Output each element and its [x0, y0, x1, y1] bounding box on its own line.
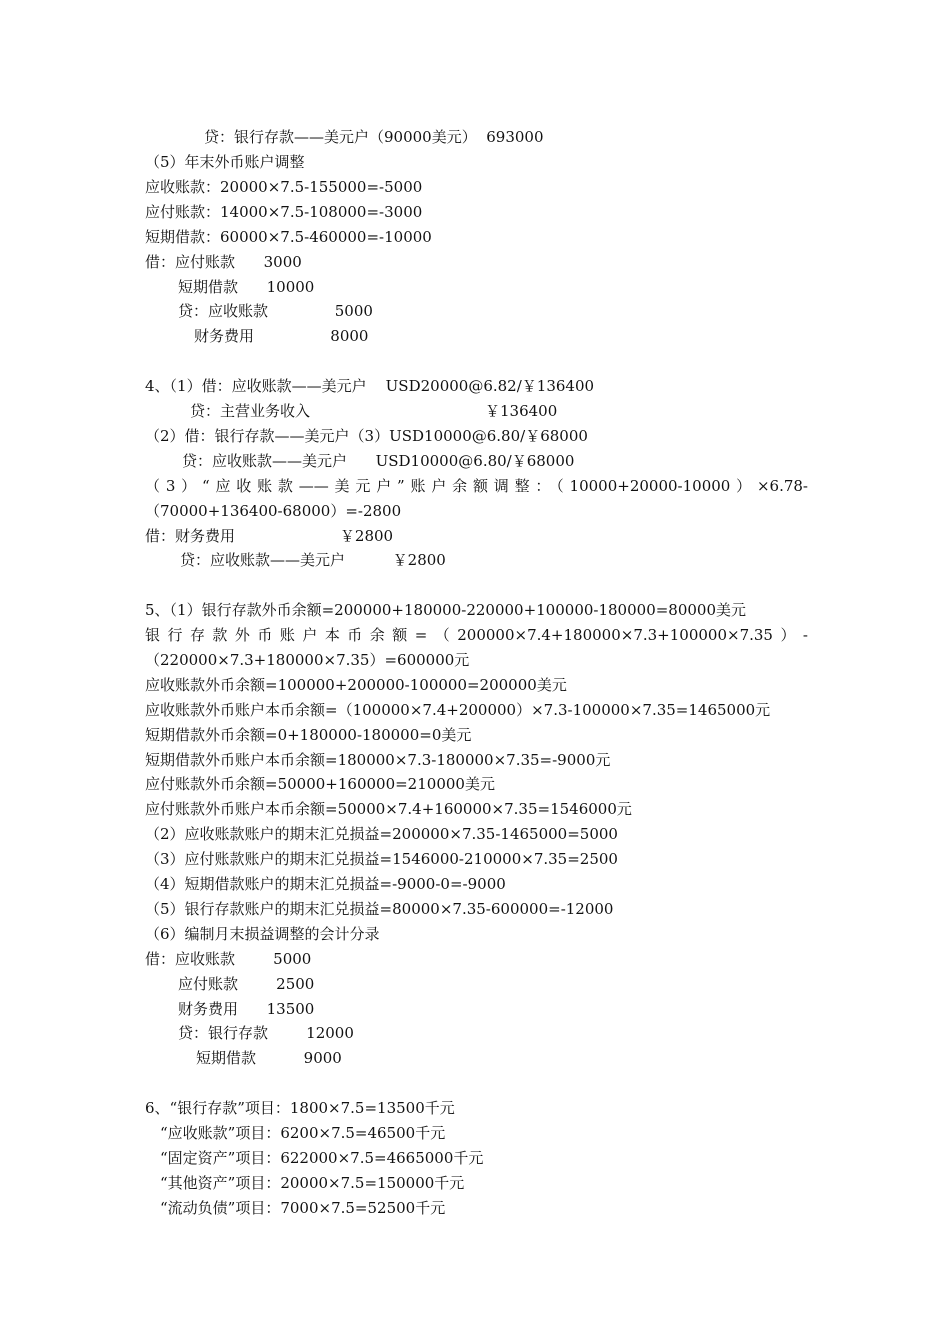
q4-entry-2-debit: （2）借：银行存款——美元户（3）USD10000@6.80/￥68000 — [145, 427, 588, 445]
q4-entry-3-calc: （3）“应收账款——美元户”账户余额调整：（10000+20000-10000）×6.78- — [145, 477, 808, 495]
q4-entry-1-debit: 4、（1）借：应收账款——美元户 USD20000@6.82/￥136400 — [145, 377, 595, 395]
q5-payable-local: 应付账款外币账户本币余额=50000×7.4+160000×7.35=1546000元 — [145, 800, 632, 818]
q6-bank-item: 6、“银行存款”项目：1800×7.5=13500千元 — [145, 1099, 455, 1117]
q6-fixed-assets-item: “固定资产”项目：622000×7.5=4665000千元 — [160, 1149, 484, 1167]
q5-payable-gain: （3）应付账款账户的期末汇兑损益=1546000-210000×7.35=2500 — [145, 850, 618, 868]
q4-entry-3-calc-cont: （70000+136400-68000）=-2800 — [145, 502, 402, 520]
credit-bank-deposit-line: 贷：银行存款——美元户（90000美元） 693000 — [204, 128, 544, 146]
q5-receivable-gain: （2）应收账款账户的期末汇兑损益=200000×7.35-1465000=5000 — [145, 825, 618, 843]
q5-credit-bank: 贷：银行存款 12000 — [178, 1024, 354, 1042]
q5-receivable-local: 应收账款外币账户本币余额=（100000×7.4+200000）×7.3-100000×7.35=1465000元 — [145, 701, 771, 719]
debit-payable: 借：应付账款 3000 — [145, 253, 302, 271]
q5-payable-foreign: 应付账款外币余额=50000+160000=210000美元 — [145, 775, 495, 793]
q5-debit-payable: 应付账款 2500 — [178, 975, 315, 993]
q5-entry-heading: （6）编制月末损益调整的会计分录 — [145, 925, 380, 943]
q5-debit-receivable: 借：应收账款 5000 — [145, 950, 312, 968]
q5-loan-gain: （4）短期借款账户的期末汇兑损益=-9000-0=-9000 — [145, 875, 506, 893]
q5-bank-local-balance: 银行存款外币账户本币余额=（200000×7.4+180000×7.3+100000×7.35）- — [145, 626, 808, 644]
q4-entry-2-credit: 贷：应收账款——美元户 USD10000@6.80/￥68000 — [182, 452, 575, 470]
section-5-heading: （5）年末外币账户调整 — [145, 153, 305, 171]
calc-short-loan: 短期借款：60000×7.5-460000=-10000 — [145, 228, 432, 246]
debit-short-loan: 短期借款 10000 — [178, 278, 315, 296]
q5-bank-gain: （5）银行存款账户的期末汇兑损益=80000×7.35-600000=-12000 — [145, 900, 614, 918]
q4-entry-1-credit-label: 贷：主营业务收入 — [190, 402, 311, 420]
credit-finance-expense: 财务费用 8000 — [194, 327, 369, 345]
calc-receivable: 应收账款：20000×7.5-155000=-5000 — [145, 178, 423, 196]
q4-entry-3-debit: 借：财务费用 ￥2800 — [145, 527, 394, 545]
q6-receivable-item: “应收账款”项目：6200×7.5=46500千元 — [160, 1124, 446, 1142]
calc-payable: 应付账款：14000×7.5-108000=-3000 — [145, 203, 423, 221]
q5-receivable-foreign: 应收账款外币余额=100000+200000-100000=200000美元 — [145, 676, 567, 694]
q6-current-liabilities-item: “流动负债”项目：7000×7.5=52500千元 — [160, 1199, 446, 1217]
q4-entry-3-credit: 贷：应收账款——美元户 ￥2800 — [180, 551, 446, 569]
q5-loan-local: 短期借款外币账户本币余额=180000×7.3-180000×7.35=-9000元 — [145, 751, 611, 769]
q4-entry-1-credit-amount: ￥136400 — [485, 402, 558, 420]
q5-debit-finance: 财务费用 13500 — [178, 1000, 315, 1018]
q5-bank-foreign-balance: 5、（1）银行存款外币余额=200000+180000-220000+100000-180000=80000美元 — [145, 601, 747, 619]
q6-other-assets-item: “其他资产”项目：20000×7.5=150000千元 — [160, 1174, 465, 1192]
q5-bank-local-balance-cont: （220000×7.3+180000×7.35）=600000元 — [145, 651, 470, 669]
q5-loan-foreign: 短期借款外币余额=0+180000-180000=0美元 — [145, 726, 472, 744]
credit-receivable: 贷：应收账款 5000 — [178, 302, 373, 320]
q5-credit-loan: 短期借款 9000 — [196, 1049, 342, 1067]
